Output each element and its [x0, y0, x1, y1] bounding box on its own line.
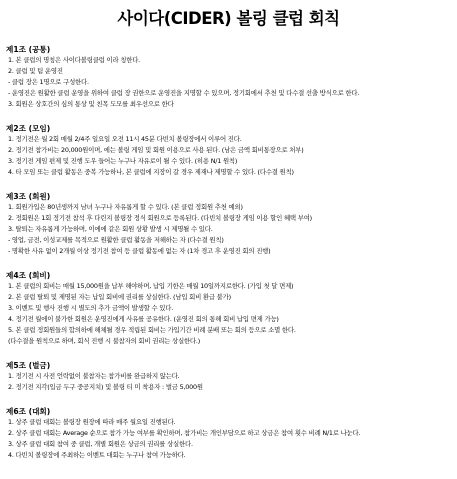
article-heading: 제4조 (회비) [6, 271, 51, 280]
article-line: - 영업, 금전, 이성교제를 목적으로 원활한 클럽 활동을 저해하는 자 (다수결 원칙) [8, 236, 224, 244]
article-line: 1. 본 클럽의 회비는 매월 15,000원을 납부 해야하며, 납입 기한은 매월 10일까지로한다. (가입 첫 달 면제) [8, 282, 294, 290]
article-line: 2. 정회원은 1회 정기전 참석 후 다린지 볼링장 정식 회원으로 등록된다. (다빈치 볼링장 게임 이용 할인 혜택 부여) [8, 214, 312, 222]
article-line: 1. 정기전은 월 2회 매월 2/4주 일요일 오전 11시 45분 다빈치 볼링장에서 이루어 진다. [8, 135, 242, 143]
article-heading: 제2조 (모임) [6, 124, 51, 133]
article-line: 1. 정기전 시 사전 언락없이 불참자는 참가비를 완급하지 않는다. [8, 372, 180, 380]
article-line: - 클럽 장은 1명으로 구성한다. [8, 78, 89, 86]
article-line: 4. 정기전 월에이 불가한 회원은 운영진에게 사유를 공유한다. (운영진 회의 통해 회비 납입 면제 가능) [8, 315, 279, 323]
article-line: 3. 이벤트 및 행사 진행 시 별도의 추가 금액이 발생할 수 있다. [8, 304, 174, 312]
article-line: 1. 본 클럽의 명칭은 사이다볼링클럽 이라 칭한다. [8, 56, 141, 64]
article-line: 1. 상주 클럽 대회는 볼링장 원장에 따라 매주 월요일 진행된다. [8, 418, 176, 426]
article-4 [6, 270, 451, 347]
article-3 [6, 191, 451, 257]
article-heading: 제1조 (공통) [6, 45, 51, 54]
article-heading: 제3조 (회원) [6, 192, 51, 201]
article-heading: 제6조 (대회) [6, 407, 51, 416]
article-line: 2. 정기전 참가비는 20,000원이며, 에는 볼링 게임 및 회원 이용으로 사용 된다. (남은 금액 회비통장으로 처부) [8, 146, 304, 154]
article-line: 2. 클럽 및 팀 운영진 [8, 67, 63, 75]
article-6 [6, 406, 451, 461]
article-heading: 제5조 (벌금) [6, 361, 51, 370]
document-title: 사이다(CIDER) 볼링 클럽 회칙 [117, 9, 340, 28]
article-line: 2. 본 클럽 탈퇴 및 제명된 자는 납입 회비에 권리를 상실한다. (남입 회비 환급 불가) [8, 293, 231, 301]
article-line: 3. 정기전 게임 편제 및 진행 도우 들어는 누구나 자유로이 될 수 있다. (히용 N/1 원칙) [8, 157, 238, 165]
article-line: 4. 타 모임 또는 클럽 활동은 중복 가능하나, 본 클럽에 지장이 갈 경우 제재나 제명할 수 있다. (다수결 원칙) [8, 168, 294, 176]
article-line: 2. 정기전 지각(입금 두구 중공지치) 및 볼링 티 미 착용자 : 벌금 5,000원 [8, 383, 203, 391]
article-2 [6, 123, 451, 178]
article-line: - 운영진은 원활한 클럽 운영을 위하여 클럽 장 권한으로 운영진을 지명할 수 있으며, 정기회에서 추천 및 다수결 선출 방식으로 한다. [8, 89, 360, 97]
article-line: (다수결을 원칙으로 하며, 회식 진행 시 불참자의 회비 권리는 상실한다.) [8, 337, 200, 345]
article-line: 2. 상주 클럽 대회는 Average 순으로 참가 가능 여부를 확인하며, 참가비는 개인부담으로 하고 상금은 참여 횟수 비례 N/1로 나눈다. [8, 429, 361, 437]
article-line: 3. 회원은 상호간의 심의 통상 및 친목 도모를 최우선으로 한다 [8, 100, 174, 108]
article-line: 1. 회원가입은 80년생까지 남녀 누구나 자유롭게 할 수 있다. (본 클럽 정회원 추천 예외) [8, 203, 243, 211]
article-line: 4. 다빈치 볼링장에 주최하는 이벤트 대회는 누구나 참여 가능하다. [8, 451, 186, 459]
article-line: 3. 탈퇴는 자유롭게 가능하며, 이에에 같은 회원 상황 발생 시 제명될 수 있다. [8, 225, 213, 233]
article-1 [6, 44, 451, 110]
article-line: - 명확한 사유 없이 2개월 이상 정기전 참여 등 클럽 활동에 없는 자 (1차 경고 후 운영진 회의 진행) [8, 247, 271, 255]
article-line: 5. 본 클럽 정회원들의 합의하에 해체될 경우 적립된 회비는 가입기간 비례 분배 또는 회의 등으로 소멸 한다. [8, 326, 296, 334]
article-line: 3. 상주 클럽 대회 참여 중 클럽, 개별 회원은 상금의 권리를 상실한다. [8, 440, 193, 448]
article-5 [6, 360, 451, 393]
